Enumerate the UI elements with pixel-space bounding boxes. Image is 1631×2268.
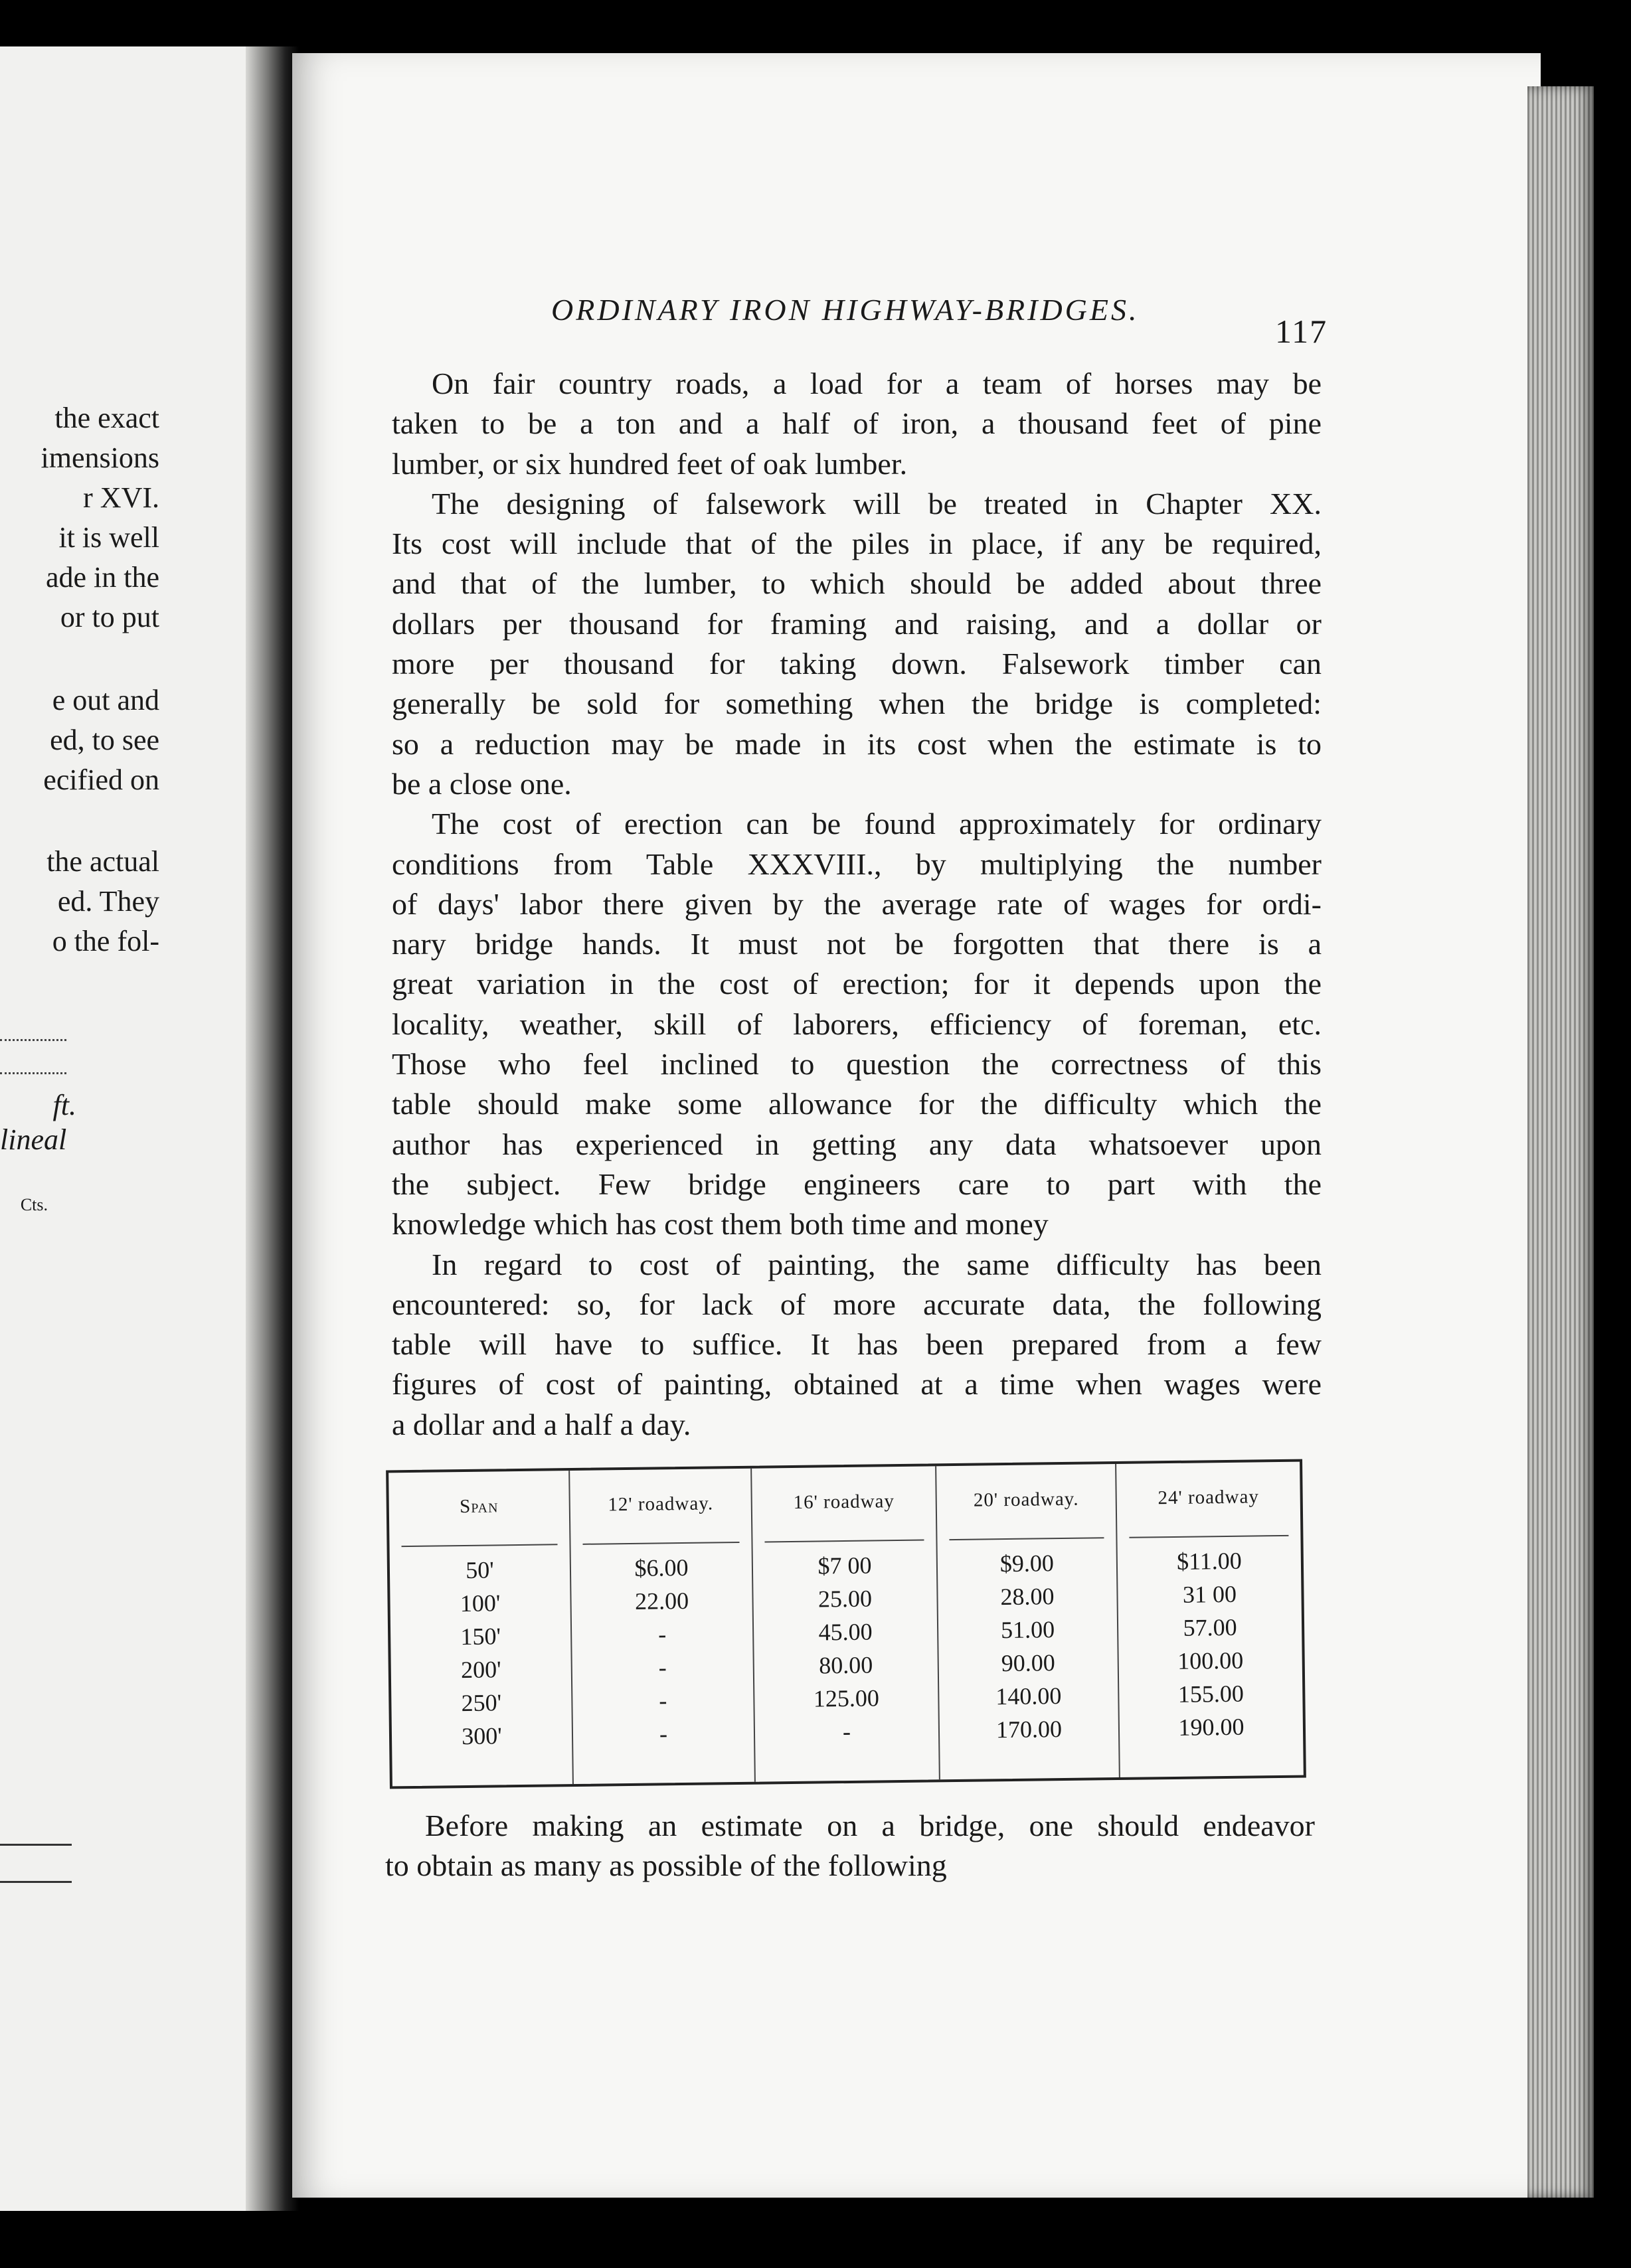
header-rule — [949, 1537, 1104, 1540]
text-line: nary bridge hands. It must not be forgotten that there is a — [392, 927, 1322, 961]
previous-page-line: the actual — [46, 845, 159, 878]
text-line: conditions from Table XXXVIII., by multiplying the number — [392, 847, 1322, 881]
text-line: of days' labor there given by the average rate of wages for ordi- — [392, 886, 1322, 921]
table-cell: - — [659, 1687, 667, 1714]
rule — [0, 1881, 72, 1883]
header-rule — [1129, 1535, 1288, 1538]
previous-page-line: o the fol- — [52, 925, 159, 957]
table-cell: 200' — [460, 1656, 501, 1684]
table-cell: 250' — [461, 1689, 502, 1717]
previous-page-line: r XVI. — [83, 481, 159, 514]
ft-label: ft. — [52, 1089, 76, 1121]
table-cell: $11.00 — [1176, 1547, 1242, 1575]
header-rule — [764, 1540, 924, 1543]
table-cell: 100' — [460, 1589, 501, 1617]
table-cell: - — [659, 1720, 668, 1747]
text-line: figures of cost of painting, obtained at a time when wages were — [392, 1367, 1322, 1402]
painting-cost-table — [386, 1459, 1306, 1789]
header-rule — [582, 1542, 739, 1545]
text-line: Its cost will include that of the piles in place, if any be required, — [392, 526, 1322, 561]
text-line: generally be sold for something when the bridge is completed: — [392, 687, 1322, 721]
table-cell: 31 00 — [1182, 1580, 1237, 1608]
table-cell: 90.00 — [1001, 1649, 1055, 1677]
table-column-16ft — [752, 1466, 940, 1781]
table-cell: 300' — [462, 1722, 503, 1750]
text-line: dollars per thousand for framing and raising, and a dollar or — [392, 606, 1322, 641]
text-line: lumber, or six hundred feet of oak lumber. — [392, 446, 908, 481]
previous-page-line: ade in the — [45, 561, 159, 594]
table-cell: 140.00 — [995, 1682, 1062, 1710]
table-cell: 50' — [465, 1556, 494, 1583]
table-cell: - — [657, 1621, 667, 1648]
closing-paragraph — [385, 1806, 1315, 1886]
page-edges — [1527, 86, 1594, 2198]
previous-page-line: imensions — [41, 442, 159, 474]
table-cell: - — [658, 1654, 667, 1681]
table-column-12ft — [570, 1469, 756, 1784]
table-cell: 45.00 — [818, 1618, 873, 1646]
text-line: more per thousand for taking down. Falsework timber can — [392, 647, 1322, 681]
table-header: 12' roadway. — [608, 1493, 714, 1516]
text-line: The cost of erection can be found approximately for ordinary — [432, 807, 1322, 841]
previous-page-line: ecified on — [43, 764, 159, 796]
previous-page-line: or to put — [60, 601, 159, 633]
table-cell: 190.00 — [1178, 1713, 1245, 1741]
table-column-20ft — [936, 1464, 1120, 1779]
text-line: locality, weather, skill of laborers, efficiency of foreman, etc. — [392, 1007, 1322, 1041]
table-cell: - — [842, 1718, 851, 1745]
text-line: knowledge which has cost them both time and money — [392, 1207, 1049, 1242]
text-line: Before making an estimate on a bridge, one should endeavor — [425, 1809, 1315, 1842]
table-cell: 125.00 — [813, 1684, 880, 1712]
text-line: taken to be a ton and a half of iron, a thousand feet of pine — [392, 406, 1322, 441]
table-header: 16' roadway — [793, 1491, 895, 1513]
text-line: and that of the lumber, to which should be added about three — [392, 566, 1322, 601]
book-gutter — [246, 46, 299, 2211]
table-cell: $9.00 — [999, 1550, 1055, 1578]
previous-page-line: ed. They — [57, 885, 159, 918]
dotted-leader — [0, 1072, 66, 1074]
text-line: to obtain as many as possible of the following — [385, 1848, 947, 1883]
dotted-leader — [0, 1039, 66, 1041]
table-column-span — [388, 1471, 574, 1786]
table-header: 24' roadway — [1158, 1486, 1260, 1509]
previous-page-line: ed, to see — [50, 724, 159, 756]
cts-label: Cts. — [20, 1195, 48, 1214]
previous-page-line: it is well — [58, 521, 159, 554]
table-cell: 155.00 — [1177, 1680, 1245, 1708]
text-line: table will have to suffice. It has been prepared from a few — [392, 1327, 1322, 1362]
text-line: so a reduction may be made in its cost when the estimate is to — [392, 726, 1322, 761]
table-header: Span — [459, 1495, 499, 1518]
rule — [0, 1844, 72, 1846]
table-cell: 22.00 — [634, 1587, 689, 1615]
table-cell: 28.00 — [1000, 1583, 1055, 1611]
header-rule — [402, 1544, 558, 1547]
text-line: Those who feel inclined to question the correctness of this — [392, 1047, 1322, 1082]
running-head: ORDINARY IRON HIGHWAY-BRIDGES. — [551, 293, 1140, 327]
page-number: 117 — [1275, 313, 1328, 350]
text-line: table should make some allowance for the difficulty which the — [392, 1087, 1322, 1121]
table-cell: 57.00 — [1183, 1613, 1237, 1641]
text-line: be a close one. — [392, 766, 572, 801]
table-cell: 51.00 — [1000, 1616, 1055, 1644]
body-text — [392, 364, 1322, 1445]
text-line: The designing of falsework will be treated in Chapter XX. — [432, 486, 1322, 521]
text-line: the subject. Few bridge engineers care to part with the — [392, 1167, 1322, 1201]
lineal-label: lineal — [0, 1123, 67, 1156]
previous-page — [0, 46, 266, 2211]
text-line: encountered: so, for lack of more accurate data, the following — [392, 1287, 1322, 1321]
text-line: author has experienced in getting any data whatsoever upon — [392, 1127, 1322, 1161]
text-line: a dollar and a half a day. — [392, 1407, 691, 1441]
table-cell: 80.00 — [819, 1651, 873, 1679]
table-cell: $7 00 — [817, 1552, 872, 1580]
text-line: In regard to cost of painting, the same difficulty has been — [432, 1247, 1322, 1281]
table-cell: $6.00 — [634, 1554, 689, 1581]
table-cell: 25.00 — [817, 1585, 873, 1613]
table-header: 20' roadway. — [973, 1488, 1079, 1511]
text-line: great variation in the cost of erection; for it depends upon the — [392, 967, 1322, 1001]
table-cell: 150' — [460, 1623, 501, 1651]
previous-page-line: the exact — [54, 402, 159, 434]
table-column-24ft — [1116, 1462, 1304, 1777]
previous-page-line: e out and — [52, 684, 159, 716]
table-cell: 170.00 — [995, 1716, 1063, 1743]
text-line: On fair country roads, a load for a team of horses may be — [432, 366, 1322, 400]
table-cell: 100.00 — [1177, 1647, 1244, 1674]
